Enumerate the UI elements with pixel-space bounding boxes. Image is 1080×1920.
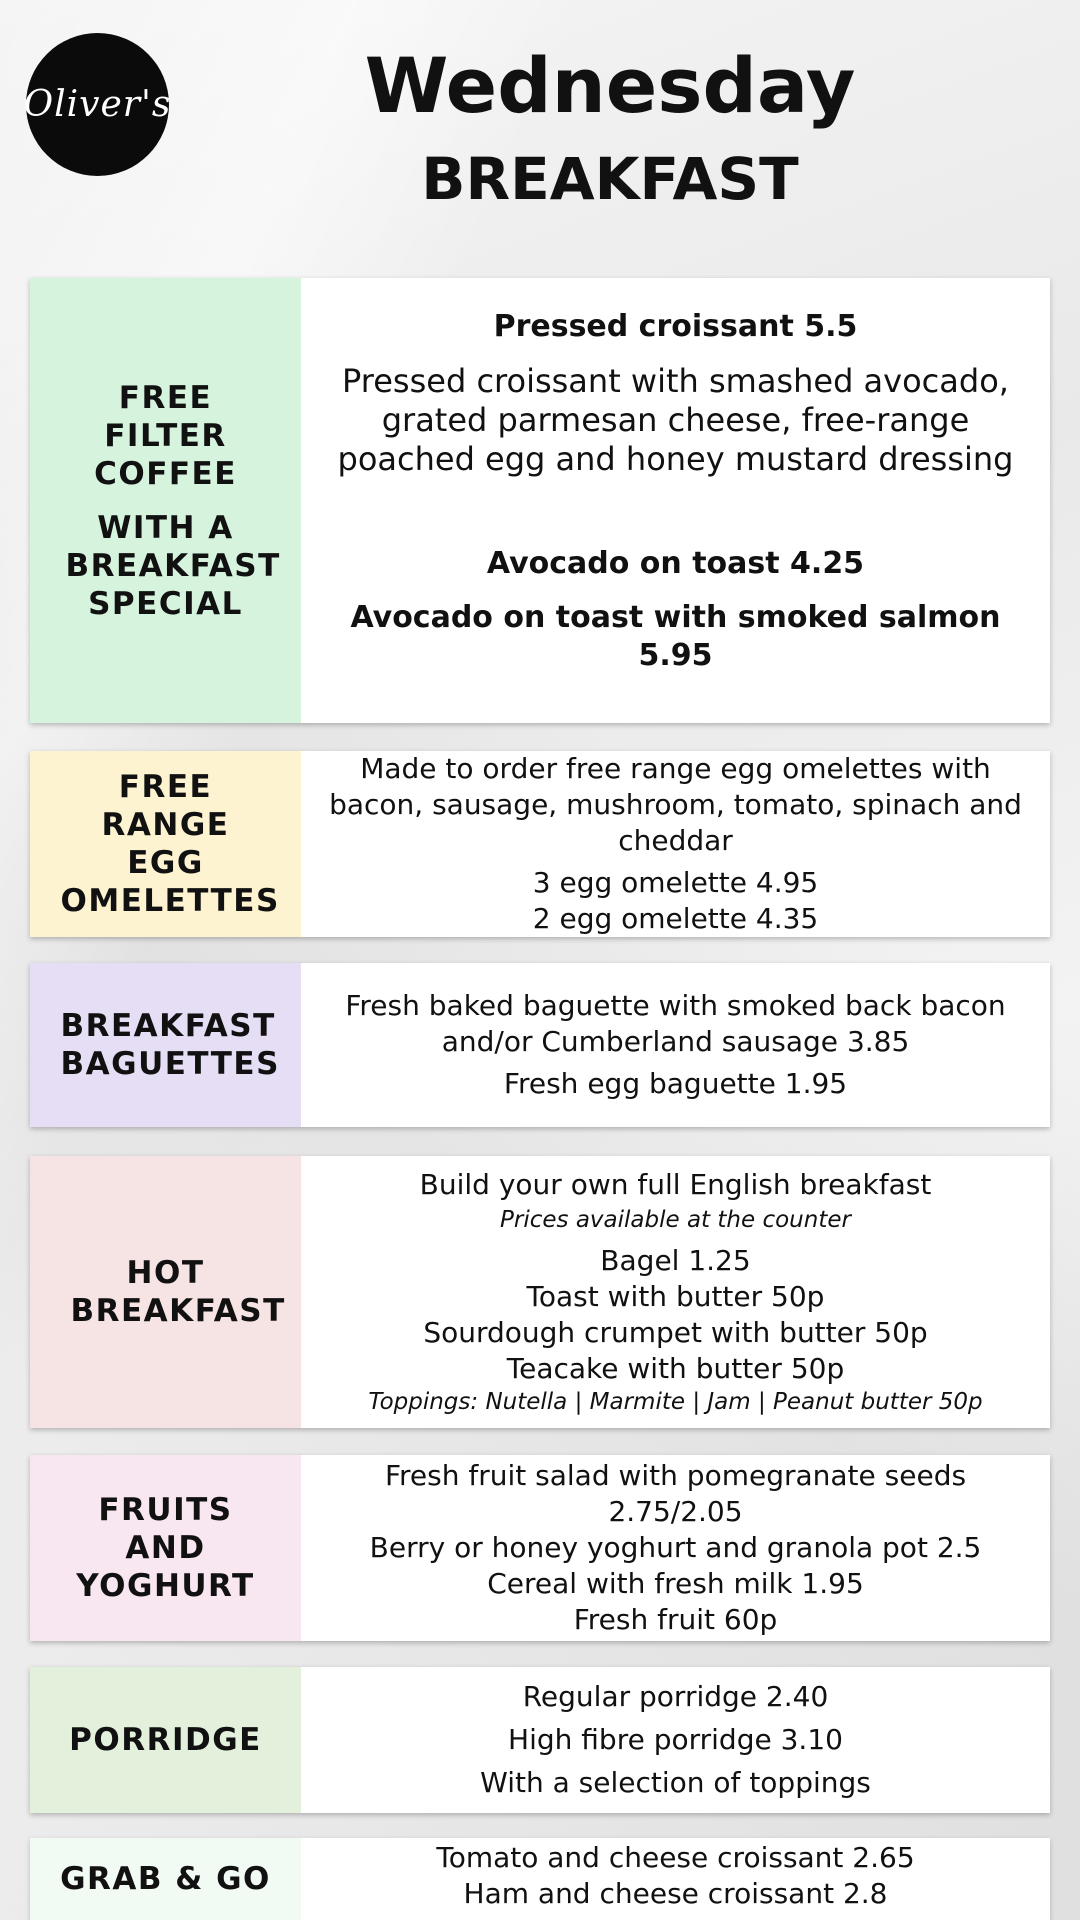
logo-text: Oliver's: [23, 84, 172, 125]
day-title: Wednesday: [364, 41, 856, 130]
menu-item: Regular porridge 2.40: [522, 1680, 829, 1713]
menu-item: Berry or honey yoghurt and granola pot 2.5: [369, 1531, 982, 1564]
menu-item-name: Avocado on toast with smoked salmon 5.95: [350, 600, 1001, 673]
section-content: [301, 751, 1050, 937]
menu-item: Bagel 1.25: [600, 1244, 751, 1277]
menu-item: 3 egg omelette 4.95: [532, 866, 819, 899]
section-label: [30, 1455, 301, 1641]
section-hot-breakfast: [30, 1156, 1050, 1428]
section-content: [301, 1455, 1050, 1641]
section-label: [30, 1156, 301, 1428]
section-breakfast-special: [30, 278, 1050, 723]
menu-item: Fresh fruit salad with pomegranate seeds 2.75/2.05: [384, 1459, 967, 1528]
label-with-breakfast-special: WITH A BREAKFAST SPECIAL: [65, 509, 281, 622]
menu-item-name: Pressed croissant 5.5: [493, 309, 858, 344]
menu-item: High fibre porridge 3.10: [508, 1723, 843, 1756]
section-grab-go: [30, 1838, 1050, 1920]
section-content: [301, 278, 1050, 723]
menu-item: Teacake with butter 50p: [506, 1352, 845, 1385]
menu-item: Tomato and cheese croissant 2.65: [436, 1841, 915, 1874]
section-label: [30, 751, 301, 937]
menu-item: Cereal with fresh milk 1.95: [487, 1567, 864, 1600]
menu-item: Ham and cheese croissant 2.8: [463, 1877, 888, 1910]
menu-item-description: Pressed croissant with smashed avocado, grated parmesan cheese, free-range poached egg and honey mustard dressing: [337, 362, 1014, 478]
label-breakfast-baguettes: BREAKFAST BAGUETTES: [60, 1008, 280, 1082]
menu-item: Sourdough crumpet with butter 50p: [423, 1316, 928, 1349]
menu-item: Fresh fruit 60p: [573, 1603, 778, 1636]
price-note: Prices available at the counter: [500, 1207, 851, 1233]
section-content: [301, 963, 1050, 1127]
menu-item: Fresh egg baguette 1.95: [503, 1067, 848, 1100]
label-free-filter-coffee: FREE FILTER COFFEE: [94, 379, 237, 492]
section-content: [301, 1156, 1050, 1428]
section-label: [30, 278, 301, 723]
label-fruits-and-yoghurt: FRUITS AND YOGHURT: [76, 1492, 255, 1604]
section-baguettes: [30, 963, 1050, 1127]
menu-item: With a selection of toppings: [480, 1766, 871, 1799]
section-label: [30, 1838, 301, 1920]
section-content: [301, 1838, 1050, 1920]
section-content: [301, 1667, 1050, 1813]
menu-item-name: Avocado on toast 4.25: [486, 546, 865, 581]
menu-item-description: Made to order free range egg omelettes with bacon, sausage, mushroom, tomato, spinach and cheddar: [329, 752, 1022, 857]
oliver-s-logo: [23, 33, 172, 176]
toppings-note: Toppings: Nutella | Marmite | Jam | Peanut butter 50p: [368, 1389, 983, 1415]
section-label: [30, 963, 301, 1127]
label-free-range-egg-omelettes: FREE RANGE EGG OMELETTES: [60, 769, 280, 919]
section-porridge: [30, 1667, 1050, 1813]
label-grab-and-go: GRAB & GO: [60, 1861, 271, 1897]
section-fruits-yoghurt: [30, 1455, 1050, 1641]
menu-heading: Build your own full English breakfast: [419, 1168, 932, 1201]
label-hot-breakfast: HOT BREAKFAST: [70, 1255, 286, 1329]
label-porridge: PORRIDGE: [69, 1722, 262, 1758]
section-label: [30, 1667, 301, 1813]
section-omelettes: [30, 751, 1050, 937]
menu-subtitle: BREAKFAST: [421, 145, 799, 213]
menu-item: Toast with butter 50p: [526, 1280, 825, 1313]
menu-item: 2 egg omelette 4.35: [532, 902, 819, 935]
menu-item: Fresh baked baguette with smoked back bacon and/or Cumberland sausage 3.85: [345, 989, 1006, 1058]
